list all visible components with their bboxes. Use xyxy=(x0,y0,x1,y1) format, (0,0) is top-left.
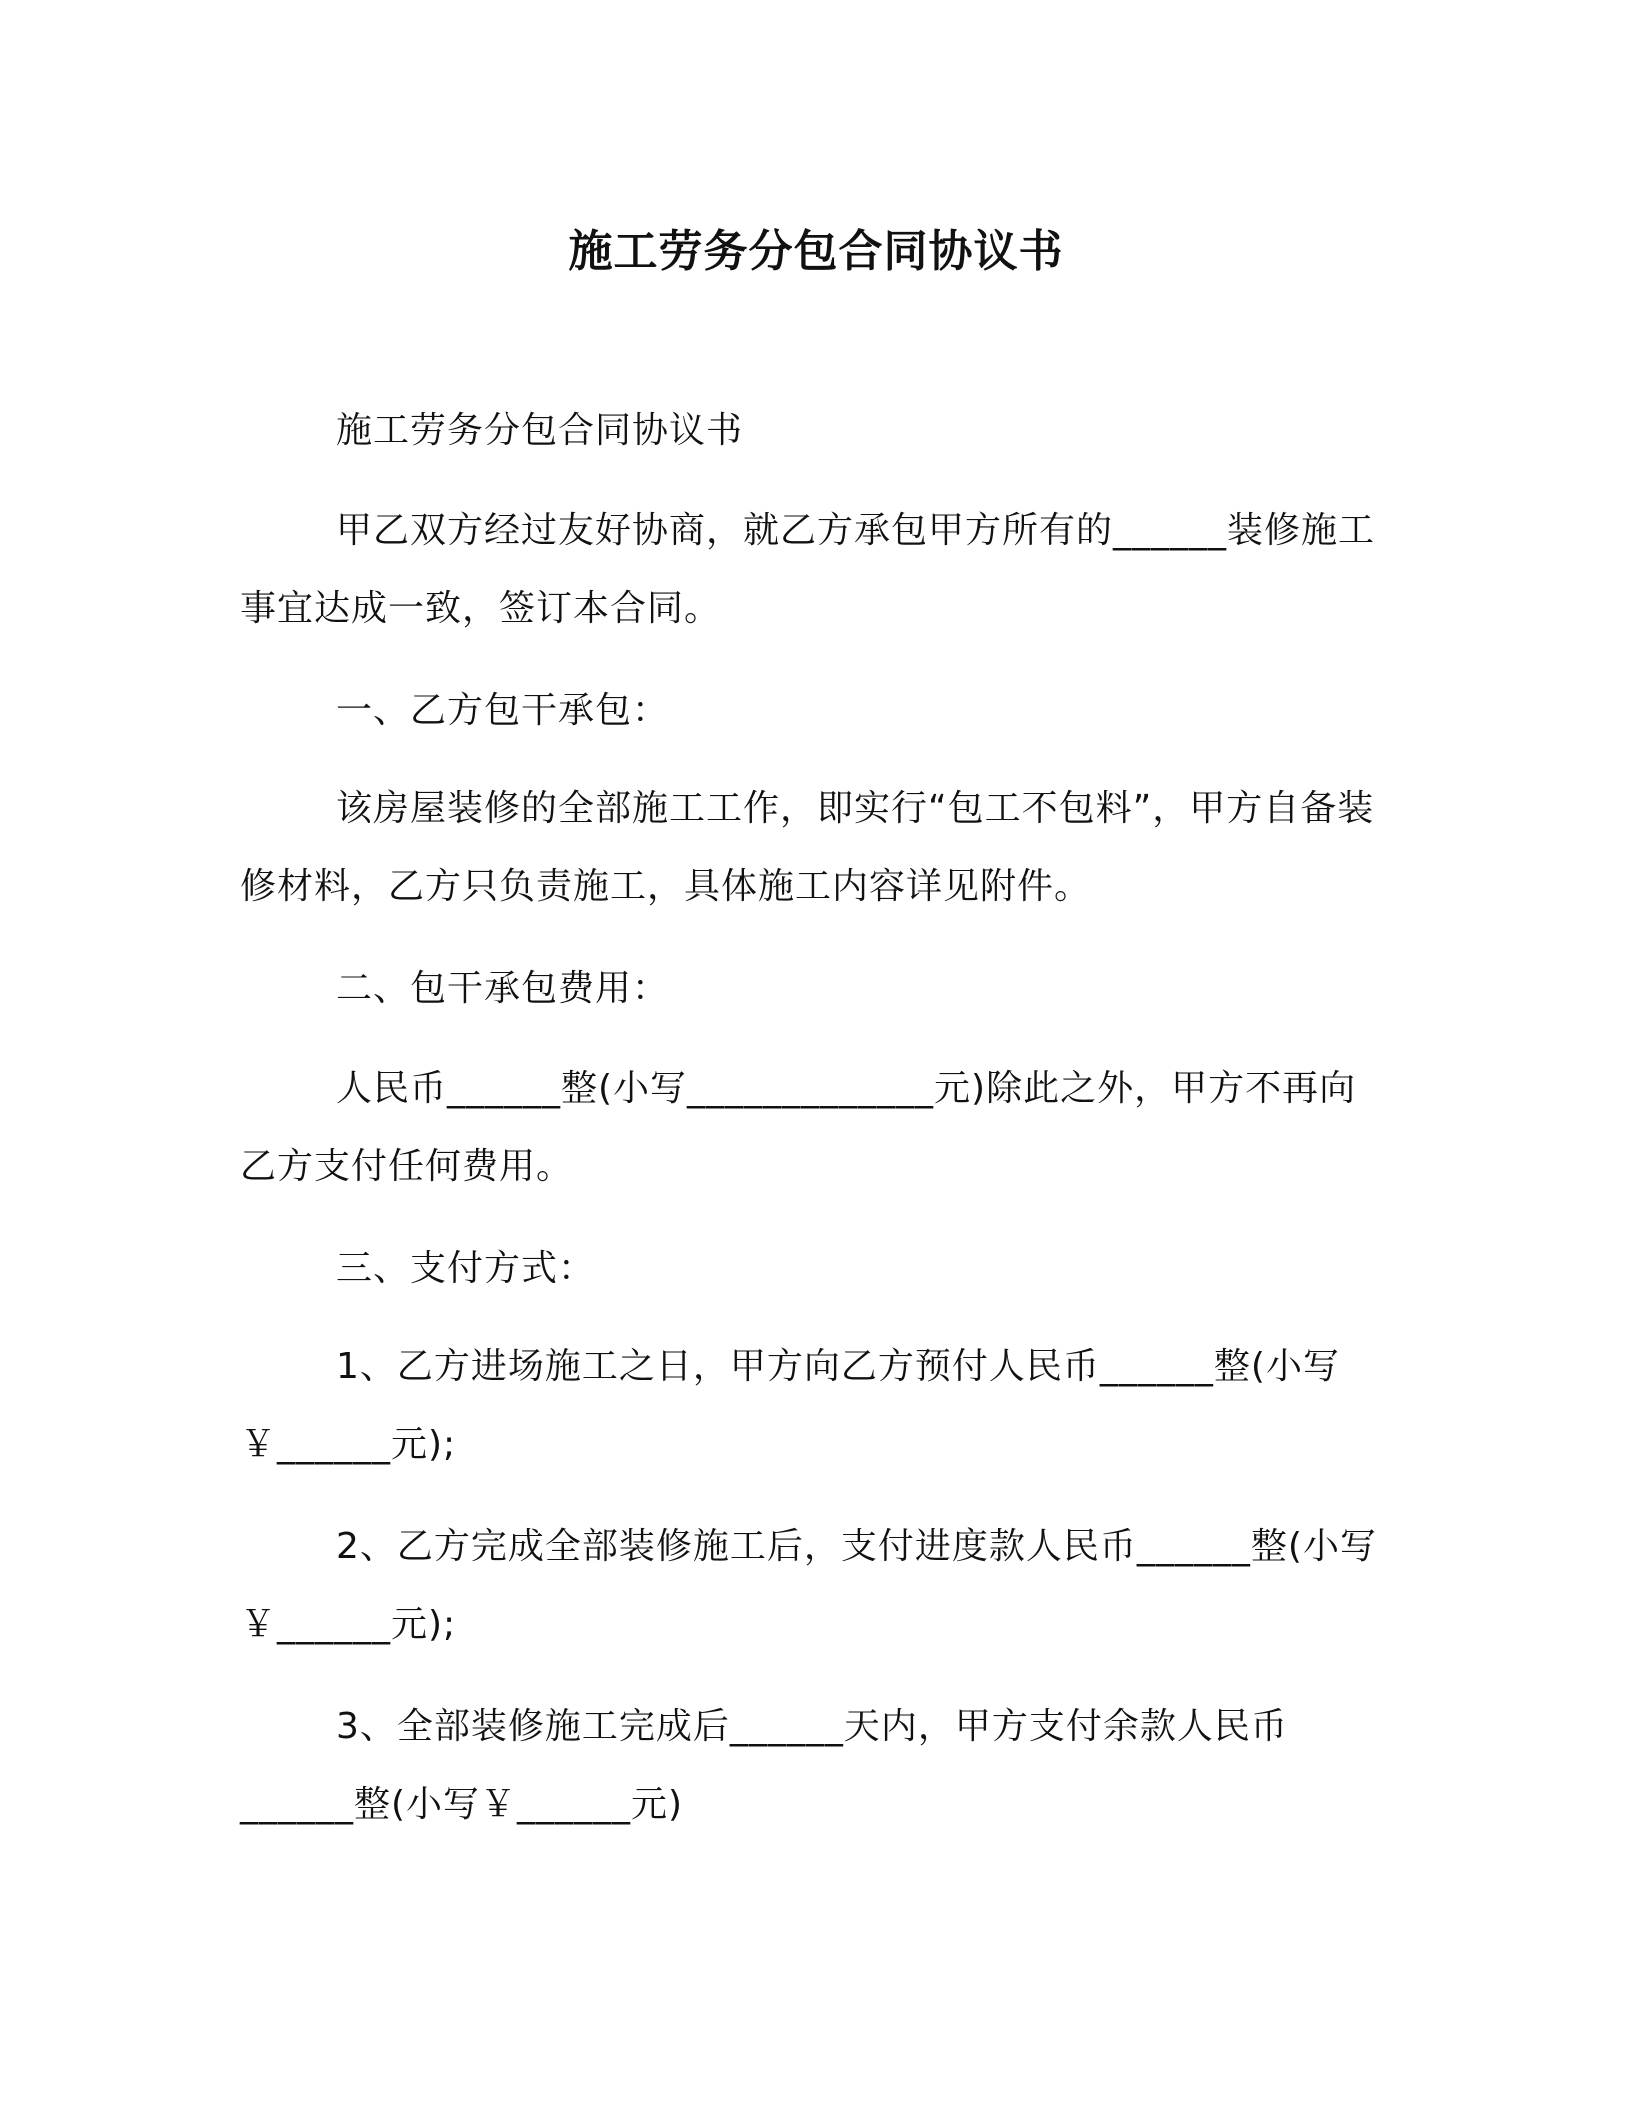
payment-clause-2: 2、乙方完成全部装修施工后，支付进度款人民币______整(小写￥______元); xyxy=(240,1526,1377,1645)
paragraph-scope: 该房屋装修的全部施工工作，即实行“包工不包料”，甲方自备装修材料，乙方只负责施工，具体施工内容详见附件。 xyxy=(240,788,1375,907)
section-heading-2: 二、包干承包费用： xyxy=(336,968,670,1009)
paragraph-fee: 人民币______整(小写_____________元)除此之外，甲方不再向乙方支付任何费用。 xyxy=(240,1068,1357,1187)
paragraph-subtitle: 施工劳务分包合同协议书 xyxy=(336,410,744,451)
document-title: 施工劳务分包合同协议书 xyxy=(568,226,1064,277)
paragraph-intro: 甲乙双方经过友好协商，就乙方承包甲方所有的______装修施工事宜达成一致，签订本合同。 xyxy=(240,510,1376,629)
payment-clause-1: 1、乙方进场施工之日，甲方向乙方预付人民币______整(小写￥______元); xyxy=(240,1346,1340,1465)
section-heading-1: 一、乙方包干承包： xyxy=(336,690,670,731)
section-heading-3: 三、支付方式： xyxy=(336,1248,596,1289)
payment-clause-3: 3、全部装修施工完成后______天内，甲方支付余款人民币______整(小写￥______元) xyxy=(240,1706,1288,1825)
